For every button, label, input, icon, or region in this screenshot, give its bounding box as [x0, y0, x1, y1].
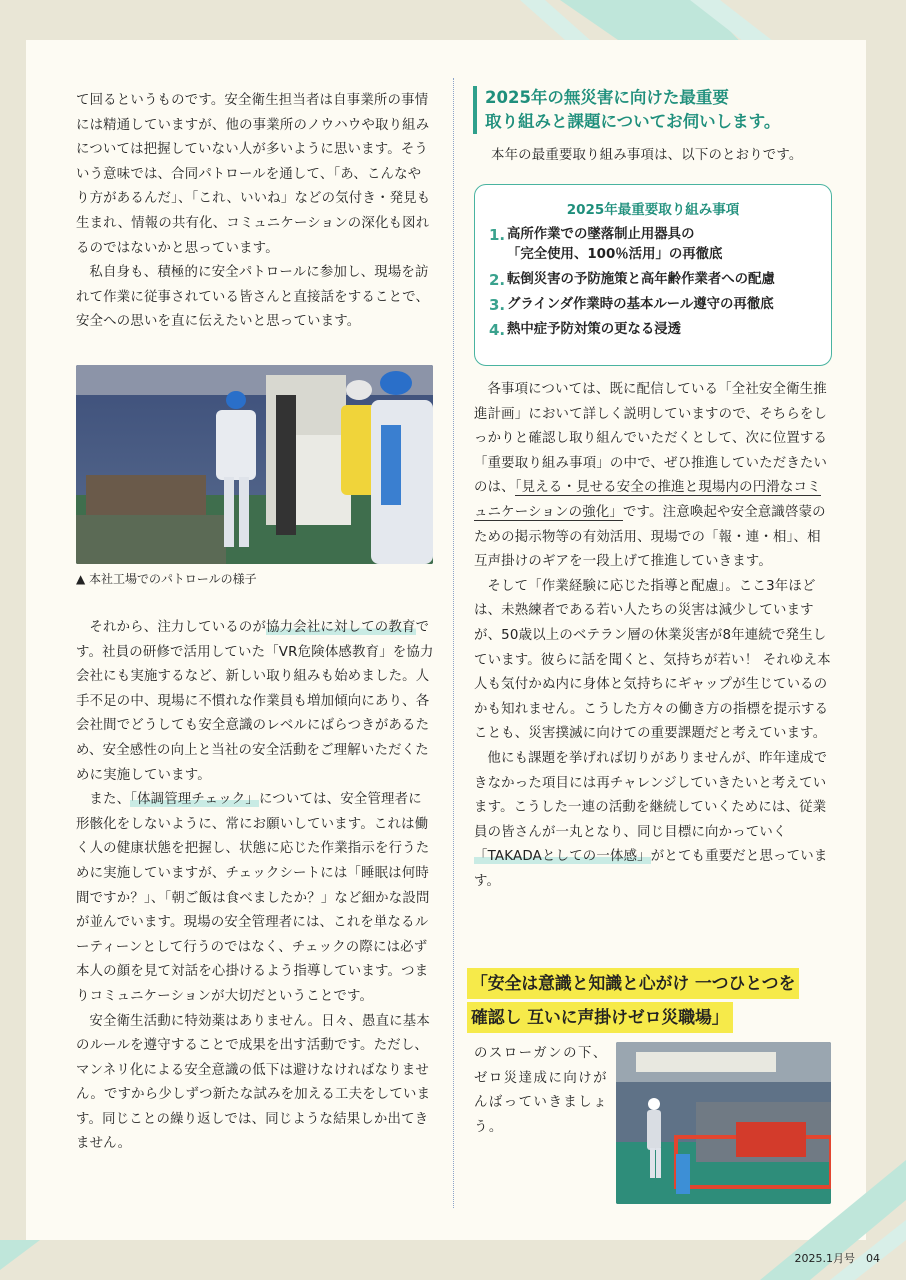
intro-text: 本年の最重要取り組み事項は、以下のとおりです。	[491, 148, 803, 163]
right-column-body	[474, 378, 832, 894]
closing-text: のスローガンの下、ゼロ災達成に向けがんばっていきましょう。	[474, 1046, 609, 1135]
left-paragraph-5: 安全衛生活動に特効薬はありません。日々、愚直に基本のルールを遵守することで成果を出す活動です。ただし、マンネリ化による安全意識の低下は避けなければなりません。ですから少しずつ新たな試みを加える工夫をしています。同じことの繰り返しでは、同じような結果しか出てきません。	[76, 1013, 431, 1152]
priority-item	[489, 320, 775, 340]
priority-item-text: グラインダ作業時の基本ルール遵守の再徹底	[507, 297, 774, 312]
left-paragraph-1: て回るというものです。安全衛生担当者は自事業所の事情には精通していますが、他の事業所のノウハウや取り組みについては把握していない人が多いように思います。そういう意味では、合同パトロールを通して、「あ、こんなやり方があるんだ」、「これ、いいね」などの気付き・発見も生まれ、情報の共有化、コミュニケーションの深化も図れるのではないかと思っています。	[76, 93, 431, 256]
priority-item-number: 3.	[489, 296, 506, 314]
priority-item-number: 1.	[489, 226, 506, 244]
left-column-top	[76, 89, 434, 335]
column-divider	[453, 78, 454, 1208]
left-paragraph-2: 私自身も、積極的に安全パトロールに参加し、現場を訪れて作業に従事されている皆さんと直接話をすることで、安全への思いを直に伝えたいと思っています。	[76, 265, 430, 330]
highlight-takada-unity: 「TAKADAとしての一体感」	[474, 849, 651, 865]
slogan-line-1: 「安全は意識と知識と心がけ 一つひとつを	[467, 968, 799, 999]
highlight-health-check: 「体調管理チェック」	[130, 792, 259, 808]
priority-item	[489, 270, 775, 290]
slogan-line-2: 確認し 互いに声掛けゼロ災職場」	[467, 1002, 733, 1033]
priority-item-number: 2.	[489, 271, 506, 289]
right-paragraph-1: 各事項については、既に配信している「全社安全衛生推進計画」において詳しく説明していますので、そちらをしっかりと確認し取り組んでいただくとして、次に位置する「重要取り組み事項」の中で、ぜひ推進していただきたいのは、「見える・見せる安全の推進と現場内の円滑なコミュニケーションの強化」です。注意喚起や安全意識啓蒙のための掲示物等の有効活用、現場での「報・連・相」、相互声掛けのギアを一段上げて推進していきます。	[474, 382, 828, 570]
patrol-photo-caption: ▲ 本社工場でのパトロールの様子	[76, 572, 257, 586]
priority-item-number: 4.	[489, 321, 506, 339]
priority-item-text: 高所作業での墜落制止用器具の 「完全使用、100％活用」の再徹底	[507, 227, 723, 262]
priority-box	[474, 184, 832, 366]
highlight-partner-education: 協力会社に対しての教育	[266, 620, 416, 635]
priority-item	[489, 225, 775, 265]
priority-item-text: 熱中症予防対策の更なる浸透	[507, 322, 682, 337]
left-paragraph-3: それから、注力しているのが協力会社に対しての教育です。社員の研修で活用していた「VR危険体感教育」を協力会社にも実施するなど、新しい取り組みも始めました。人手不足の中、現場に不慣れな作業員も増加傾向にあり、各会社間でどうしても安全意識のレベルにばらつきがあるため、安全感性の向上と当社の安全活動をご理解いただくために実施しています。	[76, 620, 434, 783]
priority-list	[489, 225, 775, 345]
right-paragraph-3: 他にも課題を挙げれば切りがありませんが、昨年達成できなかった項目には再チャレンジしていきたいと考えています。こうした一連の活動を継続していくためには、従業員の皆さんが一丸となり、同じ目標に向かっていく「TAKADAとしての一体感」がとても重要だと思っています。	[474, 750, 828, 889]
left-paragraph-4: また、「体調管理チェック」については、安全管理者に形骸化をしないように、常にお願いしています。これは働く人の健康状態を把握し、状態に応じた作業指示を行うために実施していますが、チェックシートには「睡眠は何時間ですか？」、「朝ご飯は食べましたか？」など細かな設問が並んでいます。現場の安全管理者には、これを単なるルーティーンとして行うのではなく、チェックの際には必ず本人の顔を見て対話を心掛けるよう指導しています。つまりコミュニケーションが大切だということです。	[76, 792, 430, 1004]
right-paragraph-2: そして「作業経験に応じた指導と配慮」。ここ3年ほどは、未熟練者である若い人たちの災害は減少していますが、50歳以上のベテラン層の休業災害が8年連続で発生しています。彼らに話を聞くと、気持ちが若い！ それゆえ本人も気付かぬ内に身体と気持ちにギャップが生じているのかも知れません。こうした方々の働き方の指標を提示することも、災害撲滅に向けての重要課題だと考えています。	[474, 578, 831, 742]
underline-visibility: 「見える・見せる安全の推進と現場内の円滑なコミュニケーションの強化」	[474, 480, 821, 520]
priority-box-title: 2025年最重要取り組み事項	[566, 202, 740, 218]
page-footer: 2025.1月号 04	[794, 1252, 880, 1265]
priority-item-text: 転倒災害の予防施策と高年齢作業者への配慮	[507, 272, 775, 287]
factory-photo	[616, 1042, 831, 1204]
patrol-photo	[76, 365, 433, 564]
section-heading: 2025年の無災害に向けた最重要 取り組みと課題についてお伺いします。	[473, 86, 845, 134]
left-column-bottom	[76, 616, 434, 1157]
priority-item	[489, 295, 775, 315]
